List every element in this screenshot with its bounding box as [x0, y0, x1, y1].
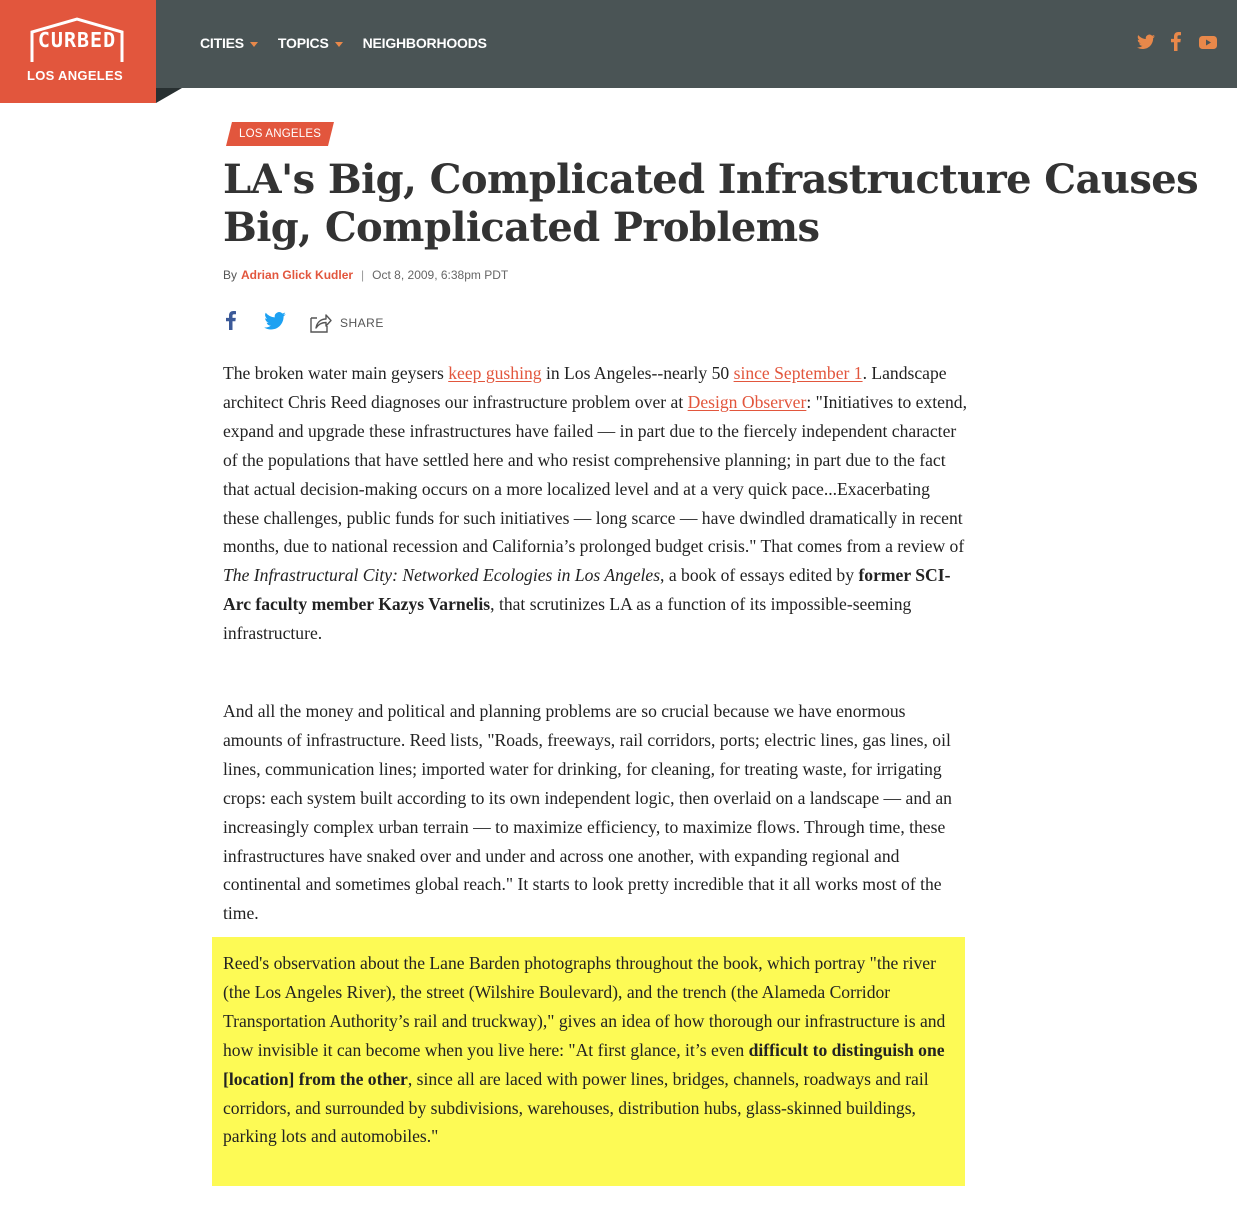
share-icon	[310, 313, 332, 333]
facebook-icon	[1171, 32, 1181, 51]
logo-city-label: LOS ANGELES	[27, 68, 123, 83]
book-title: The Infrastructural City: Networked Ecologies in Los Angeles	[223, 565, 661, 586]
author-link[interactable]: Adrian Glick Kudler	[241, 268, 354, 282]
nav-item-label: TOPICS	[277, 35, 329, 51]
facebook-icon	[226, 311, 236, 330]
bold-text: difficult to distinguish one [location] from the other	[223, 1039, 945, 1089]
text-run: , since all are laced with power lines, bridges, channels, roadways and rail corridors, and surrounded by subdivisions, warehouses, distribution hubs, glass-skinned buildings, parking lots and automobiles."	[223, 1068, 929, 1147]
site-logo[interactable]	[0, 0, 156, 103]
byline-separator: |	[361, 268, 365, 282]
top-nav-bar	[0, 0, 1237, 88]
text-run: : "Initiatives to extend, expand and upgrade these infrastructures have failed — in part due to the fiercely independent character of the populations that have settled here and who resist comprehensive planning; in part due to the fact that actual decision-making occurs on a more localized level and at a very quick pace...Exacerbating these challenges, public funds for such initiatives — long scarce — have dwindled dramatically in recent months, due to national recession and California’s prolonged budget crisis." That comes from a review of	[223, 391, 967, 557]
logo-notch-shadow	[156, 88, 182, 103]
text-run: in Los Angeles--nearly 50	[541, 363, 734, 383]
share-facebook-button[interactable]	[226, 311, 236, 335]
logo-wordmark: CURBED	[37, 28, 117, 52]
youtube-icon	[1199, 36, 1217, 49]
keep-gushing-link[interactable]: keep gushing	[448, 363, 542, 383]
article-paragraph-3	[223, 949, 963, 1151]
twitter-icon	[1137, 34, 1155, 50]
text-run: , that scrutinizes LA as a function of its impossible-seeming infrastructure.	[223, 594, 912, 644]
article-paragraph-2: And all the money and political and planning problems are so crucial because we have enormous amounts of infrastructure. Reed lists, "Roads, freeways, rail corridors, ports; electric lines, gas lines, oil lines, communication lines; imported water for drinking, for cleaning, for treating waste, for irrigating crops: each system built according to its own independent logic, then overlaid on a landscape — and an increasingly complex urban terrain — to maximize efficiency, to maximize flows. Through time, these infrastructures have snaked over and under and across one another, with expanding regional and continental and sometimes global reach." It starts to look pretty incredible that it all works most of the time.	[223, 701, 952, 924]
nav-item-label: NEIGHBORHOODS	[362, 35, 487, 51]
bold-text: former SCI-Arc faculty member Kazys Varnelis	[223, 565, 951, 615]
byline	[223, 268, 508, 282]
category-tag-label: LOS ANGELES	[238, 128, 322, 140]
header-twitter-link[interactable]	[1137, 34, 1155, 50]
nav-item-label: CITIES	[200, 35, 244, 51]
byline-prefix: By	[223, 268, 238, 282]
nav-item-neighborhoods[interactable]	[363, 33, 487, 53]
category-tag[interactable]	[226, 122, 334, 146]
publish-date: Oct 8, 2009, 6:38pm PDT	[372, 268, 509, 282]
text-run: Reed's observation about the Lane Barden photographs throughout the book, which portray "the river (the Los Angeles River), the street (Wilshire Boulevard), and the trench (the Alameda Corridor Transportation Authority’s rail and truckway)," gives an idea of how thorough our infrastructure is and how invisible it can become when you live here: "At first glance, it’s even	[223, 953, 946, 1060]
share-button[interactable]	[310, 313, 384, 333]
design-observer-link[interactable]: Design Observer	[687, 391, 807, 412]
article-title: LA's Big, Complicated Infrastructure Causes Big, Complicated Problems	[223, 156, 1199, 251]
share-bar	[222, 311, 384, 335]
nav-item-topics[interactable]	[278, 33, 343, 53]
chevron-down-icon	[335, 42, 343, 47]
text-run: . Landscape architect Chris Reed diagnoses our infrastructure problem over at	[223, 363, 947, 412]
twitter-icon	[264, 312, 286, 330]
text-run: The broken water main geysers	[223, 363, 449, 383]
share-label: SHARE	[340, 316, 384, 330]
article-paragraph-1	[223, 359, 968, 648]
share-twitter-button[interactable]	[264, 312, 286, 335]
main-nav	[200, 33, 507, 53]
nav-item-cities[interactable]	[200, 33, 258, 53]
since-september-link[interactable]: since September 1	[733, 363, 863, 383]
text-run: , a book of essays edited by	[660, 565, 859, 586]
header-facebook-link[interactable]	[1171, 32, 1181, 51]
chevron-down-icon	[250, 42, 258, 47]
header-youtube-link[interactable]	[1199, 36, 1217, 49]
